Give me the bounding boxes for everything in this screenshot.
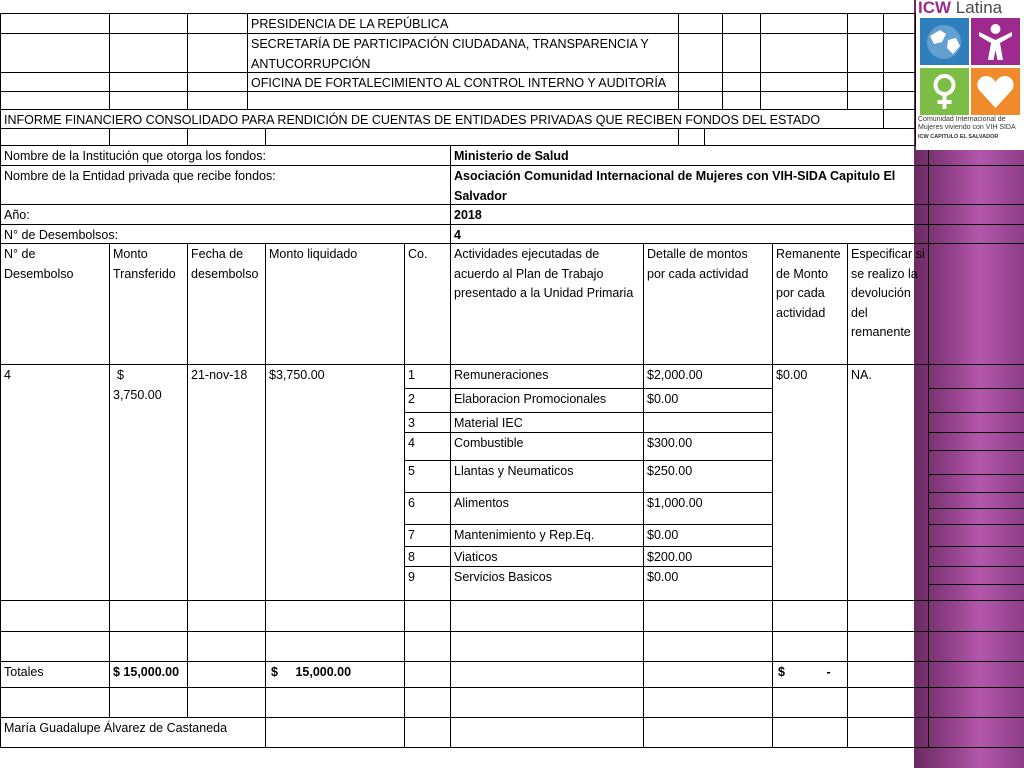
- cell[interactable]: [760, 72, 848, 92]
- report-title[interactable]: INFORME FINANCIERO CONSOLIDADO PARA RENDICIÓN DE CUENTAS DE ENTIDADES PRIVADAS QUE RECIBEN FONDOS DEL ESTADO: [0, 109, 884, 129]
- transferred-amount: 3,750.00: [113, 387, 162, 402]
- cell[interactable]: [187, 128, 266, 146]
- cell[interactable]: [772, 687, 848, 718]
- cell[interactable]: [265, 687, 405, 718]
- cell[interactable]: [265, 128, 679, 146]
- activity-co[interactable]: 5: [404, 460, 451, 493]
- activity-amount[interactable]: $2,000.00: [643, 364, 773, 389]
- activity-name[interactable]: Mantenimiento y Rep.Eq.: [450, 524, 644, 547]
- cell[interactable]: [847, 13, 884, 34]
- activity-amount[interactable]: $250.00: [643, 460, 773, 493]
- cell[interactable]: [0, 600, 110, 632]
- cell[interactable]: [0, 72, 110, 92]
- totals-liquidated[interactable]: [265, 661, 405, 688]
- activity-name[interactable]: Servicios Basicos: [450, 566, 644, 601]
- heart-icon: [971, 68, 1020, 115]
- cell[interactable]: [847, 600, 929, 632]
- cell[interactable]: [187, 600, 266, 632]
- activity-amount[interactable]: $1,000.00: [643, 492, 773, 525]
- cell[interactable]: [760, 13, 848, 34]
- cell[interactable]: [722, 13, 761, 34]
- totals-label[interactable]: Totales: [0, 661, 110, 688]
- col-header-activities[interactable]: Actividades ejecutadas de acuerdo al Plan de Trabajo presentado a la Unidad Primaria: [450, 243, 644, 365]
- cell[interactable]: [678, 72, 723, 92]
- cell[interactable]: [404, 661, 451, 688]
- activity-amount[interactable]: $200.00: [643, 546, 773, 567]
- cell[interactable]: [643, 631, 773, 662]
- cell[interactable]: [187, 687, 266, 718]
- totals-remaining-symbol: $: [778, 665, 785, 679]
- cell[interactable]: [450, 717, 644, 748]
- col-header-specify[interactable]: Especificar si se realizo la devolución del remanente: [847, 243, 929, 365]
- activity-amount[interactable]: $0.00: [643, 388, 773, 413]
- cell[interactable]: [404, 600, 451, 632]
- activity-name[interactable]: Elaboracion Promocionales: [450, 388, 644, 413]
- cell[interactable]: [187, 661, 266, 688]
- cell[interactable]: [450, 687, 644, 718]
- cell[interactable]: [883, 72, 916, 92]
- cell[interactable]: [109, 600, 188, 632]
- activity-co[interactable]: 2: [404, 388, 451, 413]
- cell[interactable]: [678, 33, 723, 73]
- cell[interactable]: [404, 687, 451, 718]
- cell[interactable]: [847, 33, 884, 73]
- cell[interactable]: [109, 13, 188, 34]
- year-value[interactable]: 2018: [450, 204, 929, 225]
- header-line-3[interactable]: OFICINA DE FORTALECIMIENTO AL CONTROL INTERNO Y AUDITORÍA: [247, 72, 679, 92]
- cell[interactable]: [847, 687, 929, 718]
- cell[interactable]: [265, 631, 405, 662]
- cell[interactable]: [450, 600, 644, 632]
- cell[interactable]: [0, 631, 110, 662]
- cell[interactable]: [187, 631, 266, 662]
- cell[interactable]: [883, 109, 916, 129]
- cell[interactable]: [847, 72, 884, 92]
- totals-remaining-amount: -: [826, 665, 831, 679]
- icw-latina-logo: [916, 0, 1024, 150]
- activity-co[interactable]: 3: [404, 412, 451, 433]
- institution-label[interactable]: Nombre de la Institución que otorga los fondos:: [0, 145, 451, 166]
- col-header-detail[interactable]: Detalle de montos por cada actividad: [643, 243, 773, 365]
- activity-amount[interactable]: $300.00: [643, 432, 773, 461]
- activity-co[interactable]: 8: [404, 546, 451, 567]
- activity-co[interactable]: 6: [404, 492, 451, 525]
- entity-label[interactable]: Nombre de la Entidad privada que recibe fondos:: [0, 165, 451, 205]
- cell[interactable]: [109, 91, 188, 110]
- cell[interactable]: [109, 631, 188, 662]
- cell[interactable]: [109, 33, 188, 73]
- activity-co[interactable]: 7: [404, 524, 451, 547]
- cell[interactable]: [772, 631, 848, 662]
- activity-amount[interactable]: [643, 412, 773, 433]
- cell[interactable]: [772, 600, 848, 632]
- activity-name[interactable]: Remuneraciones: [450, 364, 644, 389]
- cell[interactable]: [404, 631, 451, 662]
- cell[interactable]: [0, 128, 110, 146]
- activity-amount[interactable]: $0.00: [643, 566, 773, 601]
- logo-title: ICW Latina: [918, 0, 1003, 17]
- cell[interactable]: [760, 33, 848, 73]
- cell[interactable]: [109, 687, 188, 718]
- cell[interactable]: [187, 13, 248, 34]
- cell[interactable]: [643, 687, 773, 718]
- person-icon: [971, 18, 1020, 65]
- logo-subtitle: Comunidad Internacional de Mujeres viviendo con VIH SIDA: [918, 116, 1016, 131]
- cell[interactable]: [883, 13, 916, 34]
- disbursement-remaining[interactable]: $0.00: [772, 364, 848, 601]
- col-header-remaining[interactable]: Remanente de Monto por cada actividad: [772, 243, 848, 365]
- totals-transferred[interactable]: $ 15,000.00: [109, 661, 188, 688]
- cell[interactable]: [109, 72, 188, 92]
- activity-name[interactable]: Material IEC: [450, 412, 644, 433]
- disbursement-liquidated[interactable]: $3,750.00: [265, 364, 405, 601]
- activity-name[interactable]: Viaticos: [450, 546, 644, 567]
- activity-name[interactable]: Combustible: [450, 432, 644, 461]
- cell[interactable]: [404, 717, 451, 748]
- cell[interactable]: [109, 128, 188, 146]
- disbursement-num[interactable]: 4: [0, 364, 110, 601]
- disbursements-value[interactable]: 4: [450, 224, 929, 244]
- activity-name[interactable]: Llantas y Neumaticos: [450, 460, 644, 493]
- col-header-date[interactable]: Fecha de desembolso: [187, 243, 266, 365]
- disbursement-date[interactable]: 21-nov-18: [187, 364, 266, 601]
- cell[interactable]: [883, 91, 916, 110]
- female-symbol-icon: [920, 68, 969, 115]
- cell[interactable]: [643, 717, 773, 748]
- cell[interactable]: [678, 128, 705, 146]
- activity-name[interactable]: Alimentos: [450, 492, 644, 525]
- cell[interactable]: [847, 717, 929, 748]
- cell[interactable]: [265, 600, 405, 632]
- cell[interactable]: [847, 91, 884, 110]
- cell[interactable]: [722, 33, 761, 73]
- cell[interactable]: [0, 687, 110, 718]
- cell[interactable]: [678, 91, 723, 110]
- cell[interactable]: [0, 91, 110, 110]
- cell[interactable]: [704, 128, 916, 146]
- cell[interactable]: [722, 72, 761, 92]
- header-line-1[interactable]: PRESIDENCIA DE LA REPÚBLICA: [247, 13, 679, 34]
- cell[interactable]: [643, 661, 773, 688]
- col-header-transferred[interactable]: Monto Transferido: [109, 243, 188, 365]
- cell[interactable]: [760, 91, 848, 110]
- cell[interactable]: [678, 13, 723, 34]
- totals-liquidated-amount: 15,000.00: [295, 665, 352, 679]
- cell[interactable]: [847, 631, 929, 662]
- activity-co[interactable]: 9: [404, 566, 451, 601]
- cell[interactable]: [0, 33, 110, 73]
- totals-liquidated-symbol: $: [271, 665, 278, 679]
- cell[interactable]: [247, 91, 679, 110]
- cell[interactable]: [722, 91, 761, 110]
- cell[interactable]: [883, 33, 916, 73]
- disbursement-transferred[interactable]: [109, 364, 188, 601]
- activity-co[interactable]: 4: [404, 432, 451, 461]
- cell[interactable]: [265, 717, 405, 748]
- signature-name[interactable]: María Guadalupe Álvarez de Castaneda: [0, 717, 266, 748]
- cell[interactable]: [187, 72, 248, 92]
- logo-chapter: ICW CAPITULO EL SALVADOR: [918, 134, 999, 140]
- cell[interactable]: [187, 91, 248, 110]
- transferred-symbol: $: [117, 368, 124, 382]
- col-header-liquidated[interactable]: Monto liquidado: [265, 243, 405, 365]
- disbursement-specify[interactable]: NA.: [847, 364, 929, 601]
- disbursements-label[interactable]: N° de Desembolsos:: [0, 224, 451, 244]
- col-header-co[interactable]: Co.: [404, 243, 451, 365]
- activity-amount[interactable]: $0.00: [643, 524, 773, 547]
- totals-remaining[interactable]: [772, 661, 848, 688]
- cell[interactable]: [772, 717, 848, 748]
- cell[interactable]: [450, 661, 644, 688]
- col-header-num[interactable]: N° de Desembolso: [0, 243, 110, 365]
- activity-co[interactable]: 1: [404, 364, 451, 389]
- cell[interactable]: [847, 661, 929, 688]
- cell[interactable]: [643, 600, 773, 632]
- year-label[interactable]: Año:: [0, 204, 451, 225]
- globe-icon: [920, 18, 969, 65]
- cell[interactable]: [187, 33, 248, 73]
- entity-value[interactable]: Asociación Comunidad Internacional de Mujeres con VIH-SIDA Capitulo El Salvador: [450, 165, 929, 205]
- cell[interactable]: [450, 631, 644, 662]
- institution-value[interactable]: Ministerio de Salud: [450, 145, 929, 166]
- cell[interactable]: [0, 13, 110, 34]
- header-line-2[interactable]: SECRETARÍA DE PARTICIPACIÓN CIUDADANA, TRANSPARENCIA Y ANTUCORRUPCIÓN: [247, 33, 679, 73]
